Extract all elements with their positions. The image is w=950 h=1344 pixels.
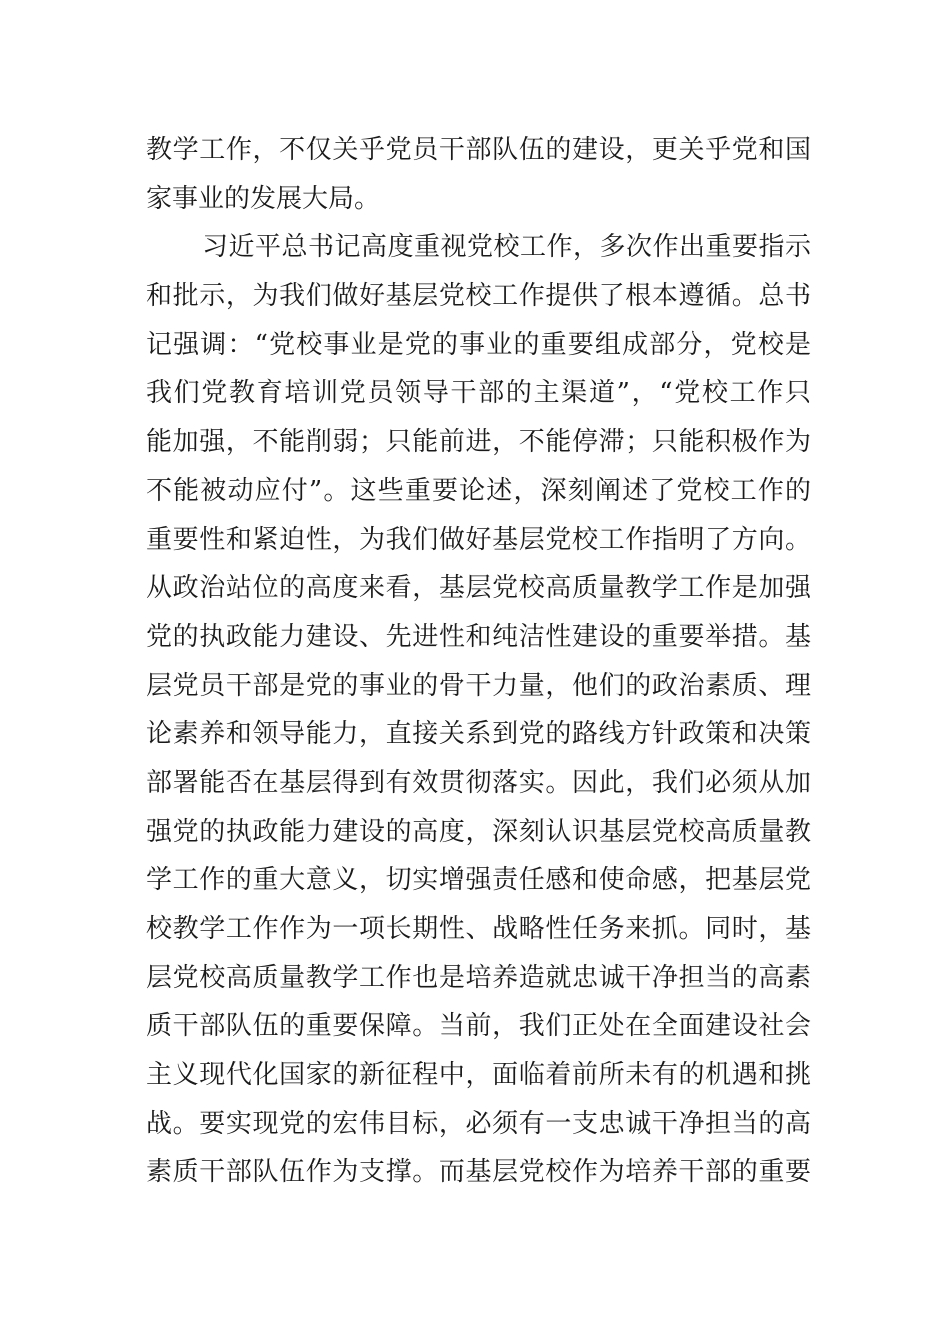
text-line: 层党校高质量教学工作也是培养造就忠诚干净担当的高素: [146, 962, 811, 993]
text-line: 不能被动应付”。这些重要论述，深刻阐述了党校工作的: [146, 475, 811, 506]
text-line: 家事业的发展大局。: [146, 183, 381, 214]
text-line: 层党员干部是党的事业的骨干力量，他们的政治素质、理: [146, 670, 811, 701]
text-line: 素质干部队伍作为支撑。而基层党校作为培养干部的重要: [146, 1157, 811, 1188]
text-line: 重要性和紧迫性，为我们做好基层党校工作指明了方向。: [146, 524, 811, 555]
text-line: 能加强，不能削弱；只能前进，不能停滞；只能积极作为: [146, 427, 811, 458]
text-line: 和批示，为我们做好基层党校工作提供了根本遵循。总书: [146, 281, 811, 312]
text-line: 论素养和领导能力，直接关系到党的路线方针政策和决策: [146, 719, 811, 750]
text-line: 教学工作，不仅关乎党员干部队伍的建设，更关乎党和国: [146, 135, 811, 165]
text-line: 习近平总书记高度重视党校工作，多次作出重要指示: [202, 232, 811, 263]
text-line: 战。要实现党的宏伟目标，必须有一支忠诚干净担当的高: [146, 1108, 811, 1139]
text-line: 主义现代化国家的新征程中，面临着前所未有的机遇和挑: [146, 1060, 811, 1091]
text-line: 强党的执政能力建设的高度，深刻认识基层党校高质量教: [146, 816, 811, 847]
text-line: 学工作的重大意义，切实增强责任感和使命感，把基层党: [146, 865, 811, 896]
text-line: 党的执政能力建设、先进性和纯洁性建设的重要举措。基: [146, 621, 811, 652]
text-line: 从政治站位的高度来看，基层党校高质量教学工作是加强: [146, 573, 811, 604]
text-line: 部署能否在基层得到有效贯彻落实。因此，我们必须从加: [146, 767, 811, 798]
text-line: 记强调：“党校事业是党的事业的重要组成部分，党校是: [146, 329, 811, 360]
text-line: 质干部队伍的重要保障。当前，我们正处在全面建设社会: [146, 1011, 811, 1042]
text-line: 校教学工作作为一项长期性、战略性任务来抓。同时，基: [146, 914, 811, 944]
text-line: 我们党教育培训党员领导干部的主渠道”，“党校工作只: [146, 378, 811, 409]
body-text: [146, 126, 811, 1197]
